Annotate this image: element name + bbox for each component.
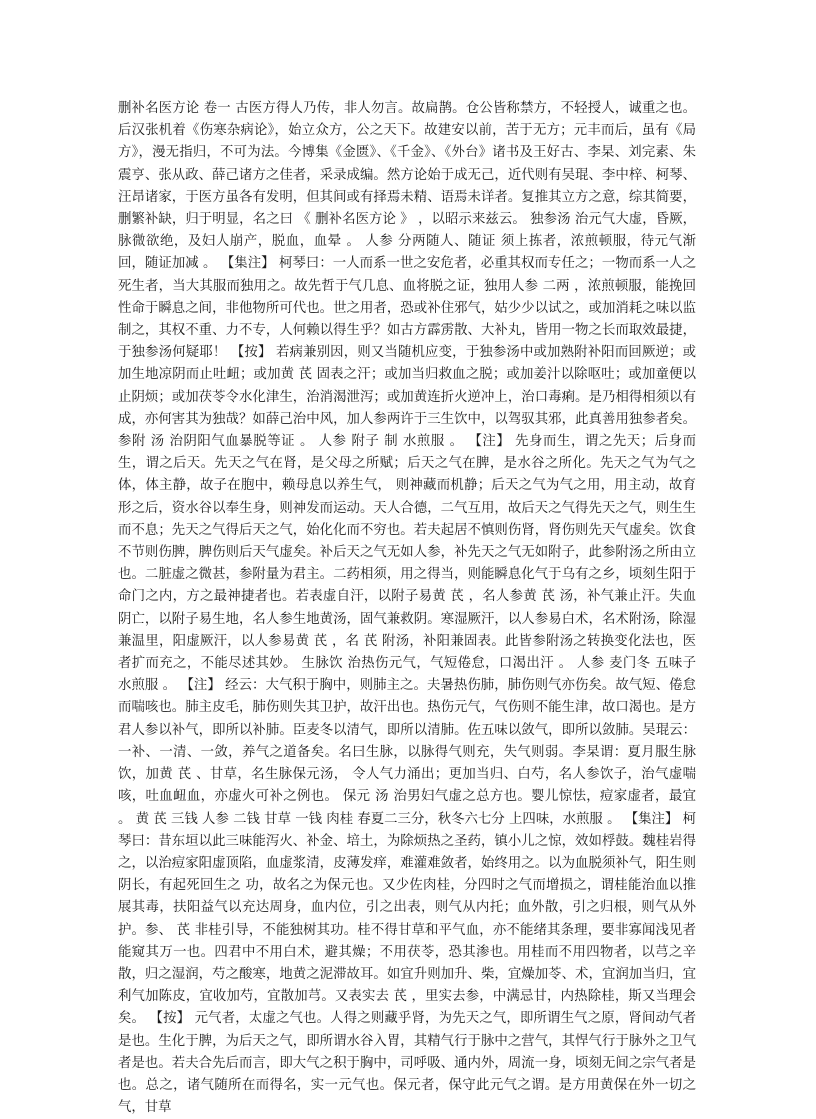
document-body	[118, 98, 696, 1119]
document-paragraph: 删补名医方论 卷一 古医方得人乃传，非人勿言。故扁鹊。仓公皆称禁方，不轻授人，诚重之也。后汉张机着《伤寒杂病论》，始立众方，公之天下。故建安以前，苦于无方；元丰而后，虽有《局方》，漫无指归，不可为法。今博集《金匮》、《千金》、《外台》诸书及王好古、李杲、刘完素、朱震亨、张从政、薛己诸方之佳者，采录成编。然方论始于成无己，近代则有吴琨、李中梓、柯琴、汪昂诸家，于医方虽各有发明，但其间或有择焉未精、语焉未详者。复推其立方之意，综其简要，删繁补缺，归于明显，名之曰 《 删补名医方论 》 ，以昭示来兹云。 独参汤 治元气大虚，昏厥，脉微欲绝，及妇人崩产，脱血，血晕 。 人参 分两随人、随证 须上拣者，浓煎顿服，待元气渐回，随证加减 。 【集注】 柯琴曰：一人而系一世之安危者，必重其权而专任之；一物而系一人之死生者，当大其服而独用之。故先哲于气几息、血将脱之证，独用人参 二两 ，浓煎顿服，能挽回性命于瞬息之间，非他物所可代也。世之用者，恐或补住邪气，姑少少以试之，或加消耗之味以监制之，其权不重、力不专，人何赖以得生乎？如古方霹雳散、大补丸，皆用一物之长而取效最捷，于独参汤何疑耶！ 【按】 若病兼别因，则又当随机应变，于独参汤中或加熟附补阳而回厥逆；或加生地凉阴而止吐衄；或加黄 芪 固表之汗；或加当归救血之脱；或加姜汁以除呕吐；或加童便以止阴烦；或加茯苓令水化津生，治消渴泄泻；或加黄连折火逆冲上，治口毒痢。是乃相得相须以有成，亦何害其为独哉？如薛己治中风，加人参两许于三生饮中，以驾驭其邪，此真善用独参者矣。 参附 汤 治阴阳气血暴脱等证 。 人参 附子 制 水煎服 。 【注】 先身而生，谓之先天；后身而生，谓之后天。先天之气在肾，是父母之所赋；后天之气在脾，是水谷之所化。先天之气为气之体，体主静，故子在胞中，赖母息以养生气， 则神藏而机静；后天之气为气之用，用主动，故育形之后，资水谷以奉生身，则神发而运动。天人合德，二气互用，故后天之气得先天之气，则生生而不息；先天之气得后天之气，始化化而不穷也。若夫起居不慎则伤肾，肾伤则先天气虚矣。饮食不节则伤脾，脾伤则后天气虚矣。补后天之气无如人参，补先天之气无如附子，此参附汤之所由立也。二脏虚之微甚，参附量为君主。二药相须，用之得当，则能瞬息化气于乌有之乡，顷刻生阳于命门之内，方之最神捷者也。若表虚自汗，以附子易黄 芪 ，名人参黄 芪 汤，补气兼止汗。失血阴亡，以附子易生地，名人参生地黄汤，固气兼救阴。寒湿厥汗，以人参易白术，名术附汤，除湿兼温里，阳虚厥汗，以人参易黄 芪 ，名 芪 附汤，补阳兼固表。此皆参附汤之转换变化法也，医者扩而充之，不能尽述其妙。 生脉饮 治热伤元气，气短倦怠，口渴出汗 。 人参 麦门冬 五味子 水煎服 。 【注】 经云：大气积于胸中，则肺主之。夫暑热伤肺，肺伤则气亦伤矣。故气短、倦怠而喘咳也。肺主皮毛，肺伤则失其卫护，故汗出也。热伤元气，气伤则不能生津，故口渴也。是方君人参以补气，即所以补肺。臣麦冬以清气，即所以清肺。佐五味以敛气，即所以敛肺。吴琨云：一补、一清、一敛，养气之道备矣。名曰生脉，以脉得气则充，失气则弱。李杲谓：夏月服生脉饮，加黄 芪 、甘草，名生脉保元汤， 令人气力涌出；更加当归、白芍，名人参饮子，治气虚喘咳，吐血衄血，亦虚火可补之例也。 保元 汤 治男妇气虚之总方也。婴儿惊怯，痘家虚者，最宜 。 黄 芪 三钱 人参 二钱 甘草 一钱 肉桂 春夏二三分，秋冬六七分 上四味，水煎服 。 【集注】 柯琴曰：昔东垣以此三味能泻火、补金、培土，为除烦热之圣药，镇小儿之惊，效如桴鼓。魏桂岩得之，以治痘家阳虚顶陷，血虚浆清，皮薄发痒，难灌难敛者，始终用之。以为血脱须补气，阳生则阴长，有起死回生之 功，故名之为保元也。又少佐肉桂，分四时之气而增损之，谓桂能治血以推展其毒，扶阳益气以充达周身，血内位，引之出表，则气从内托；血外散，引之归根，则气从外护。参、 芪 非桂引导，不能独树其功。桂不得甘草和平气血，亦不能绪其条理，要非寡闻浅见者能窥其万一也。四君中不用白术，避其燥；不用茯苓，恐其渗也。用桂而不用四物者，以芎之辛散，归之湿润，芍之酸寒，地黄之泥滞故耳。如宜升则加升、柴，宜燥加苓、术，宜润加当归，宜利气加陈皮，宜收加芍，宜散加芎。又表实去 芪 ，里实去参，中满忌甘，内热除桂，斯又当理会矣。 【按】 元气者，太虚之气也。人得之则藏乎肾，为先天之气，即所谓生气之原，肾间动气者是也。生化于脾，为后天之气，即所谓水谷入胃，其精气行于脉中之营气，其悍气行于脉外之卫气者是也。若夫合先后而言，即大气之积于胸中，司呼吸、通内外，周流一身，顷刻无间之宗气者是也。总之，诸气随所在而得名，实一元气也。保元者，保守此元气之谓。是方用黄保在外一切之气，甘草	[118, 101, 696, 1116]
